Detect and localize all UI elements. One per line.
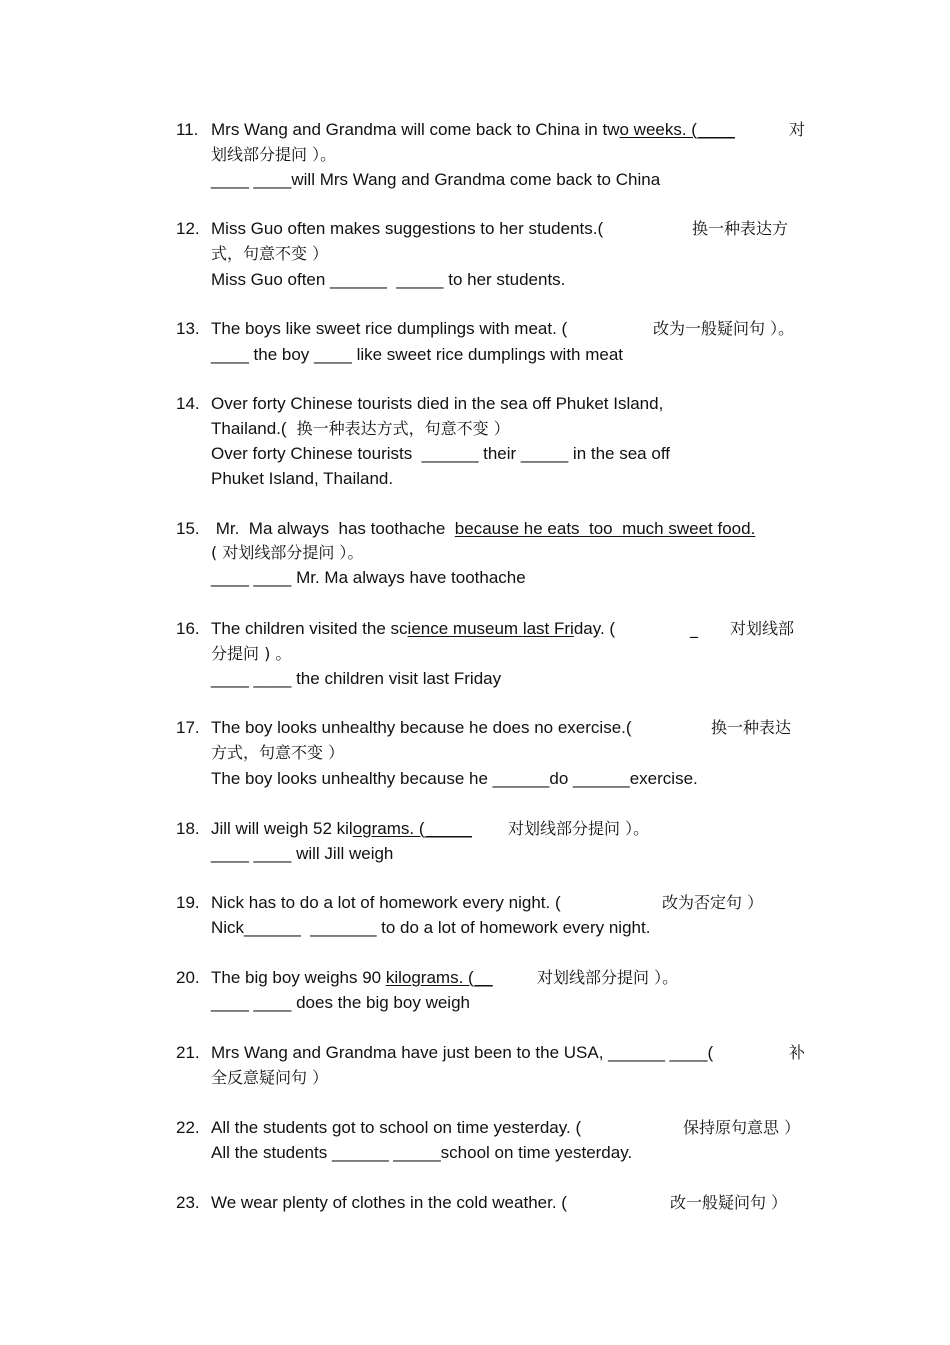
instruction-text: 对划线部 — [730, 619, 795, 638]
answer-line: Phuket Island, Thailand. — [211, 469, 394, 488]
answer-line: Miss Guo often ______ _____ to her students. — [211, 270, 566, 289]
instruction-text: 换一种表达方 — [692, 219, 789, 238]
underlined-part: because he eats too much sweet food. — [454, 519, 756, 538]
answer-line: ____ ____ Mr. Ma always have toothache — [211, 568, 526, 587]
question-text: Over forty Chinese tourists died in the sea off Phuket Island, — [211, 394, 664, 413]
instruction-text: 改一般疑问句 ） — [670, 1193, 788, 1212]
question-number: 14. — [176, 394, 200, 413]
question-text: The children visited the science museum last Friday. ( — [211, 619, 616, 638]
question-text: Jill will weigh 52 kilograms. (_____ — [211, 819, 472, 838]
instruction-text: 划线部分提问 ）。 — [211, 145, 337, 164]
question-number: 15. — [176, 519, 200, 538]
question-number: 11. — [176, 120, 199, 139]
question-number: 21. — [176, 1043, 200, 1062]
underlined-part: ience museum last Fri — [407, 619, 574, 638]
answer-blank: _ — [690, 619, 698, 638]
instruction-text: 改为否定句 ） — [662, 893, 764, 912]
instruction-text: 保持原句意思 ） — [683, 1118, 801, 1137]
answer-line: ____ ____ does the big boy weigh — [211, 993, 470, 1012]
question-number: 20. — [176, 968, 200, 987]
question-text: Mrs Wang and Grandma have just been to the USA, ______ ____( — [211, 1043, 714, 1062]
question-number: 17. — [176, 718, 200, 737]
question-number: 12. — [176, 219, 200, 238]
instruction-text: 全反意疑问句 ） — [211, 1068, 329, 1087]
instruction-text: 方式，句意不变 ） — [211, 743, 345, 762]
instruction-text: 对划线部分提问 ）。 — [537, 968, 679, 987]
question-text: The big boy weighs 90 kilograms. (__ — [211, 968, 493, 987]
answer-line: Nick______ _______ to do a lot of homework every night. — [211, 918, 651, 937]
question-text: The boys like sweet rice dumplings with meat. ( — [211, 319, 568, 338]
question-text: Thailand.( 换一种表达方式，句意不变 ） — [211, 419, 510, 438]
question-text: All the students got to school on time yesterday. ( — [211, 1118, 582, 1137]
underlined-part: o weeks. (____ — [619, 120, 735, 139]
question-text: Nick has to do a lot of homework every night. ( — [211, 893, 561, 912]
instruction-text: 对划线部分提问 ）。 — [508, 819, 650, 838]
question-text: Mr. Ma always has toothache because he eats too much sweet food. — [211, 519, 756, 538]
question-number: 22. — [176, 1118, 200, 1137]
question-number: 13. — [176, 319, 200, 338]
instruction-text: 对 — [789, 120, 806, 139]
underlined-part: kilograms. (__ — [385, 968, 493, 987]
answer-line: ____ ____will Mrs Wang and Grandma come back to China — [211, 170, 661, 189]
instruction-text: 分提问 ) 。 — [211, 644, 292, 663]
answer-line: ____ the boy ____ like sweet rice dumplings with meat — [211, 345, 624, 364]
answer-line: ____ ____ the children visit last Friday — [211, 669, 502, 688]
question-text: Miss Guo often makes suggestions to her students.( — [211, 219, 604, 238]
answer-line: ____ ____ will Jill weigh — [211, 844, 394, 863]
answer-line: All the students ______ _____school on time yesterday. — [211, 1143, 633, 1162]
instruction-text: 式，句意不变 ） — [211, 244, 329, 263]
question-text: We wear plenty of clothes in the cold weather. ( — [211, 1193, 567, 1212]
instruction-text: 换一种表达 — [711, 718, 792, 737]
question-text: The boy looks unhealthy because he does no exercise.( — [211, 718, 632, 737]
question-number: 19. — [176, 893, 200, 912]
question-number: 18. — [176, 819, 200, 838]
question-text: Mrs Wang and Grandma will come back to China in two weeks. (____ — [211, 120, 735, 139]
instruction-text: ( 对划线部分提问 ）。 — [211, 543, 364, 562]
instruction-text: 改为一般疑问句 ）。 — [653, 319, 795, 338]
underlined-part: ograms. (_____ — [352, 819, 472, 838]
answer-line: Over forty Chinese tourists ______ their _____ in the sea off — [211, 444, 670, 463]
question-number: 16. — [176, 619, 200, 638]
instruction-text: 补 — [789, 1043, 806, 1062]
question-number: 23. — [176, 1193, 200, 1212]
answer-line: The boy looks unhealthy because he ______do ______exercise. — [211, 769, 698, 788]
instruction-text: 换一种表达方式，句意不变 ） — [296, 419, 510, 438]
